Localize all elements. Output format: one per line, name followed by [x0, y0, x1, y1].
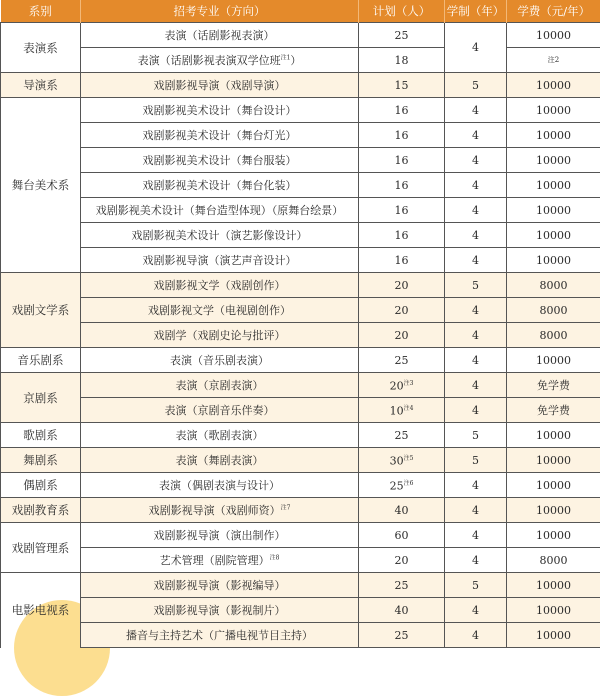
- major-text: 艺术管理（剧院管理）: [160, 554, 270, 567]
- years-cell: 4: [445, 623, 507, 648]
- years-cell: 4: [445, 323, 507, 348]
- fee-cell: 10000: [507, 598, 600, 623]
- years-cell: 4: [445, 398, 507, 423]
- years-cell: 4: [445, 173, 507, 198]
- department-cell: 京剧系: [1, 373, 81, 423]
- major-cell: 表演（舞剧表演）: [81, 448, 359, 473]
- major-cell: 戏剧影视导演（演出制作）: [81, 523, 359, 548]
- plan-cell: 25: [359, 23, 445, 48]
- table-row: [1, 23, 600, 48]
- plan-cell: 20: [359, 273, 445, 298]
- plan-cell: 20: [359, 323, 445, 348]
- years-cell: 4: [445, 348, 507, 373]
- plan-cell: 16: [359, 148, 445, 173]
- fee-cell: 8000: [507, 548, 600, 573]
- table-row: [1, 348, 600, 373]
- table-row: [1, 573, 600, 598]
- years-cell: 5: [445, 273, 507, 298]
- table-row: [1, 173, 600, 198]
- department-cell: 舞台美术系: [1, 98, 81, 273]
- table-row: [1, 598, 600, 623]
- years-cell: 4: [445, 198, 507, 223]
- major-cell: 表演（话剧影视表演）: [81, 23, 359, 48]
- table-row: [1, 498, 600, 523]
- plan-value: 25: [390, 479, 404, 492]
- fee-cell: 10000: [507, 98, 600, 123]
- major-cell: 表演（京剧表演）: [81, 373, 359, 398]
- years-cell: 4: [445, 148, 507, 173]
- years-cell: 5: [445, 73, 507, 98]
- department-cell: 电影电视系: [1, 573, 81, 648]
- major-cell: 戏剧影视美术设计（舞台造型体现）（原舞台绘景）: [81, 198, 359, 223]
- plan-cell: [359, 373, 445, 398]
- table-header-row: [1, 0, 600, 23]
- major-cell: 表演（歌剧表演）: [81, 423, 359, 448]
- major-cell: 戏剧影视美术设计（舞台服装）: [81, 148, 359, 173]
- fee-cell: 10000: [507, 498, 600, 523]
- plan-cell: 16: [359, 173, 445, 198]
- major-text: 戏剧影视导演（戏剧师资）: [149, 504, 281, 517]
- fee-cell: 8000: [507, 298, 600, 323]
- table-row: [1, 223, 600, 248]
- years-cell: 4: [445, 473, 507, 498]
- plan-cell: 18: [359, 48, 445, 73]
- years-cell: 5: [445, 423, 507, 448]
- major-cell: 戏剧影视美术设计（舞台设计）: [81, 98, 359, 123]
- plan-cell: 60: [359, 523, 445, 548]
- footnote-mark: 注8: [270, 554, 280, 561]
- fee-cell: 10000: [507, 123, 600, 148]
- table-row: [1, 398, 600, 423]
- fee-cell: 10000: [507, 248, 600, 273]
- plan-cell: 16: [359, 123, 445, 148]
- plan-cell: 25: [359, 423, 445, 448]
- major-cell: 戏剧学（戏剧史论与批评）: [81, 323, 359, 348]
- major-text-close: ）: [290, 54, 301, 67]
- department-cell: 舞剧系: [1, 448, 81, 473]
- plan-cell: 16: [359, 223, 445, 248]
- table-row: [1, 423, 600, 448]
- years-cell: 4: [445, 523, 507, 548]
- header-department: 系别: [1, 0, 81, 23]
- table-row: [1, 473, 600, 498]
- department-cell: 表演系: [1, 23, 81, 73]
- fee-cell: 注2: [507, 48, 600, 73]
- table-row: [1, 248, 600, 273]
- years-cell: 4: [445, 498, 507, 523]
- fee-cell: 10000: [507, 73, 600, 98]
- years-cell: 4: [445, 248, 507, 273]
- major-text: 表演（话剧影视表演双学位班: [138, 54, 281, 67]
- years-cell: 4: [445, 298, 507, 323]
- footnote-mark: 注7: [281, 504, 291, 511]
- fee-cell: 免学费: [507, 373, 600, 398]
- fee-cell: 10000: [507, 448, 600, 473]
- plan-cell: 40: [359, 598, 445, 623]
- header-fee: 学费（元/年）: [507, 0, 600, 23]
- major-cell: [81, 48, 359, 73]
- years-cell: 4: [445, 123, 507, 148]
- footnote-mark: 注1: [281, 54, 291, 61]
- fee-cell: 10000: [507, 523, 600, 548]
- major-cell: 戏剧影视导演（影视编导）: [81, 573, 359, 598]
- major-cell: [81, 498, 359, 523]
- fee-cell: 10000: [507, 423, 600, 448]
- major-cell: 戏剧影视美术设计（舞台灯光）: [81, 123, 359, 148]
- table-row: [1, 448, 600, 473]
- fee-cell: 10000: [507, 223, 600, 248]
- fee-cell: 10000: [507, 623, 600, 648]
- years-cell: 4: [445, 548, 507, 573]
- plan-cell: 20: [359, 298, 445, 323]
- years-cell: 5: [445, 448, 507, 473]
- plan-value: 30: [390, 454, 404, 467]
- fee-cell: 8000: [507, 323, 600, 348]
- department-cell: 戏剧管理系: [1, 523, 81, 573]
- fee-cell: 10000: [507, 473, 600, 498]
- fee-cell: 8000: [507, 273, 600, 298]
- major-cell: 戏剧影视导演（戏剧导演）: [81, 73, 359, 98]
- footnote-mark: 注5: [404, 455, 414, 462]
- footnote-mark: 注3: [404, 380, 414, 387]
- fee-cell: 10000: [507, 148, 600, 173]
- major-cell: 戏剧影视导演（演艺声音设计）: [81, 248, 359, 273]
- major-cell: 戏剧影视文学（电视剧创作）: [81, 298, 359, 323]
- department-cell: 戏剧文学系: [1, 273, 81, 348]
- major-cell: 表演（音乐剧表演）: [81, 348, 359, 373]
- footnote-mark: 注4: [404, 405, 414, 412]
- plan-cell: 25: [359, 573, 445, 598]
- years-cell: 5: [445, 573, 507, 598]
- header-plan: 计划（人）: [359, 0, 445, 23]
- major-cell: 戏剧影视导演（影视制片）: [81, 598, 359, 623]
- major-cell: 戏剧影视文学（戏剧创作）: [81, 273, 359, 298]
- plan-cell: 25: [359, 623, 445, 648]
- department-cell: 音乐剧系: [1, 348, 81, 373]
- plan-cell: 15: [359, 73, 445, 98]
- plan-cell: 20: [359, 548, 445, 573]
- fee-cell: 10000: [507, 173, 600, 198]
- department-cell: 导演系: [1, 73, 81, 98]
- table-row: [1, 548, 600, 573]
- header-years: 学制（年）: [445, 0, 507, 23]
- table-row: [1, 198, 600, 223]
- fee-cell: 10000: [507, 348, 600, 373]
- plan-value: 20: [390, 379, 404, 392]
- table-row: [1, 98, 600, 123]
- department-cell: 戏剧教育系: [1, 498, 81, 523]
- major-cell: 表演（偶剧表演与设计）: [81, 473, 359, 498]
- plan-cell: 40: [359, 498, 445, 523]
- table-row: [1, 523, 600, 548]
- major-cell: 戏剧影视美术设计（舞台化装）: [81, 173, 359, 198]
- plan-cell: [359, 448, 445, 473]
- plan-value: 10: [390, 404, 404, 417]
- header-major: 招考专业（方向）: [81, 0, 359, 23]
- table-row: [1, 123, 600, 148]
- fee-cell: 10000: [507, 198, 600, 223]
- years-cell: 4: [445, 598, 507, 623]
- footnote-mark: 注6: [404, 480, 414, 487]
- table-row: [1, 48, 600, 73]
- fee-cell: 免学费: [507, 398, 600, 423]
- table-row: [1, 73, 600, 98]
- plan-cell: 16: [359, 98, 445, 123]
- plan-cell: [359, 473, 445, 498]
- years-cell: 4: [445, 223, 507, 248]
- department-cell: 偶剧系: [1, 473, 81, 498]
- major-cell: 播音与主持艺术（广播电视节目主持）: [81, 623, 359, 648]
- plan-cell: 16: [359, 198, 445, 223]
- years-cell: 4: [445, 373, 507, 398]
- fee-cell: 10000: [507, 23, 600, 48]
- plan-cell: [359, 398, 445, 423]
- years-cell: 4: [445, 98, 507, 123]
- years-cell: 4: [445, 23, 507, 73]
- table-row: [1, 273, 600, 298]
- plan-cell: 25: [359, 348, 445, 373]
- table-row: [1, 373, 600, 398]
- table-row: [1, 148, 600, 173]
- major-cell: 表演（京剧音乐伴奏）: [81, 398, 359, 423]
- fee-cell: 10000: [507, 573, 600, 598]
- plan-cell: 16: [359, 248, 445, 273]
- table-row: [1, 323, 600, 348]
- department-cell: 歌剧系: [1, 423, 81, 448]
- major-cell: 戏剧影视美术设计（演艺影像设计）: [81, 223, 359, 248]
- major-cell: [81, 548, 359, 573]
- table-row: [1, 298, 600, 323]
